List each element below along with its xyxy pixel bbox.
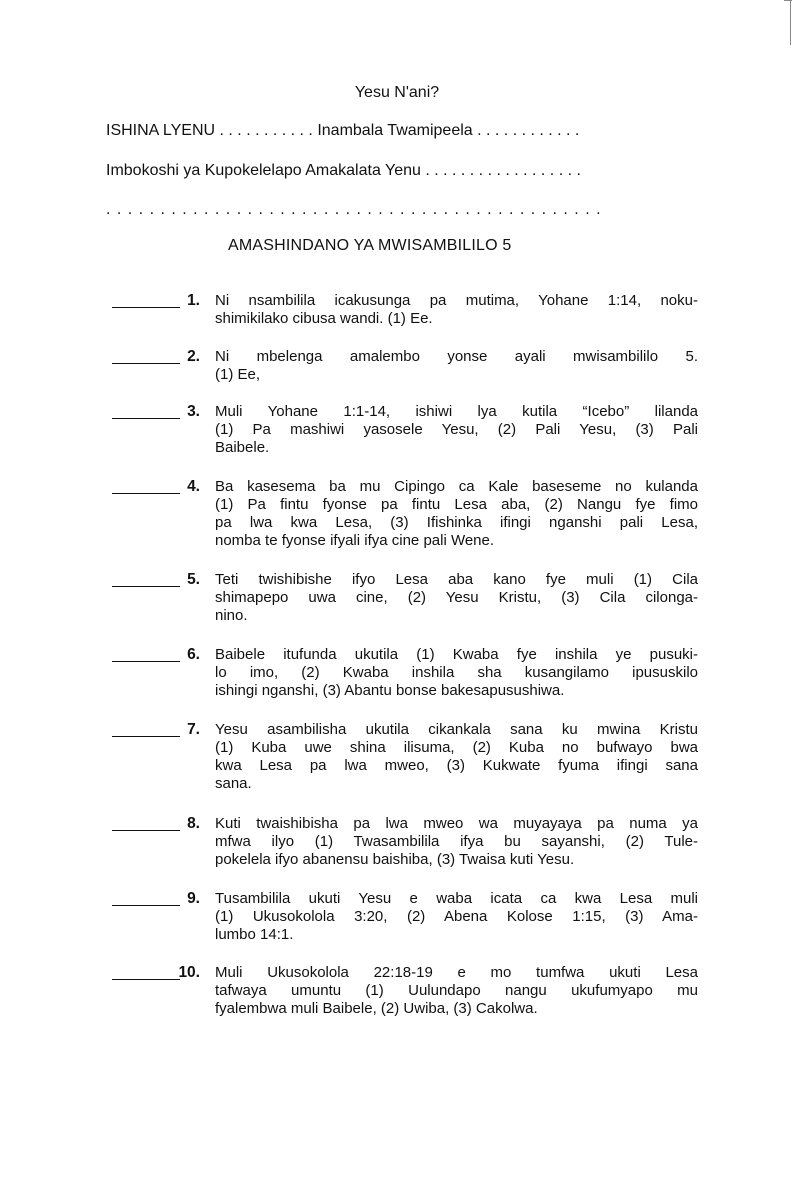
question-number: 6. (187, 646, 200, 663)
mailbox-label: Imbokoshi ya Kupokelelapo Amakalata Yenu (106, 162, 421, 179)
question-line: fyalembwa muli Baibele, (2) Uwiba, (3) Cakolwa. (215, 1000, 538, 1017)
question-text (215, 890, 698, 944)
question-line: shimikilako cibusa wandi. (1) Ee. (215, 310, 433, 327)
mailbox-field (106, 162, 698, 180)
question-line: (1) Ukusokolola 3:20, (2) Abena Kolose 1:15, (3) Ama- (215, 908, 698, 925)
question-line: Ba kasesema ba mu Cipingo ca Kale baseseme no kulanda (215, 478, 698, 495)
question-line: nino. (215, 607, 248, 624)
document-title: Yesu N'ani? (354, 84, 440, 101)
question-line: Muli Ukusokolola 22:18-19 e mo tumfwa ukuti Lesa (215, 964, 698, 981)
question-line: Baibele. (215, 439, 270, 456)
name-input-dots[interactable]: . . . . . . . . . . . (215, 122, 318, 139)
name-label: ISHINA LYENU (106, 122, 216, 139)
question-line: sana. (215, 775, 252, 792)
question-line: mfwa ilyo (1) Twasambilila ifya bu sayanshi, (2) Tule- (215, 833, 698, 850)
question-line: (1) Pa mashiwi yasosele Yesu, (2) Pali Yesu, (3) Pali (215, 421, 698, 438)
question-text (215, 815, 698, 869)
question-line: ishingi nganshi, (3) Abantu bonse bakesapusushiwa. (215, 682, 565, 699)
number-label: Inambala Twamipeela (317, 122, 473, 139)
question-text (215, 571, 698, 625)
question-line: Kuti twaishibisha pa lwa mweo wa muyayaya pa numa ya (215, 815, 698, 832)
question-text (215, 348, 698, 384)
number-input-dots[interactable]: . . . . . . . . . . . . (472, 122, 580, 139)
question-number: 1. (187, 292, 200, 309)
name-and-number-fields (106, 122, 698, 140)
question-line: Baibele itufunda ukutila (1) Kwaba fye inshila ye pusuki- (215, 646, 698, 663)
question-line: nomba te fyonse ifyali ifya cine pali Wene. (215, 532, 495, 549)
question-text (215, 721, 698, 793)
question-line: Yesu asambilisha ukutila cikankala sana ku mwina Kristu (215, 721, 698, 738)
question-number: 5. (187, 571, 200, 588)
question-line: shimapepo uwa cine, (2) Yesu Kristu, (3) Cila cilonga- (215, 589, 698, 606)
question-text (215, 478, 698, 550)
question-line: Muli Yohane 1:1-14, ishiwi lya kutila “Icebo” lilanda (215, 403, 698, 420)
question-line: (1) Pa fintu fyonse pa fintu Lesa aba, (2) Nangu fye fimo (215, 496, 698, 513)
question-line: lumbo 14:1. (215, 926, 294, 943)
question-number: 9. (187, 890, 200, 907)
question-line: pa lwa kwa Lesa, (3) Ifishinka ifingi nganshi pali Lesa, (215, 514, 698, 531)
question-line: Teti twishibishe ifyo Lesa aba kano fye muli (1) Cila (215, 571, 698, 588)
question-line: Ni nsambilila icakusunga pa mutima, Yohane 1:14, noku- (215, 292, 698, 309)
question-text (215, 964, 698, 1018)
question-line: pokelela ifyo abanensu baishiba, (3) Twaisa kuti Yesu. (215, 851, 575, 868)
question-text (215, 292, 698, 328)
question-line: Tusambilila ukuti Yesu e waba icata ca kwa Lesa muli (215, 890, 698, 907)
question-line: lo imo, (2) Kwaba inshila sha kusangilamo ipususkilo (215, 664, 698, 681)
section-heading: AMASHINDANO YA MWISAMBILILO 5 (228, 237, 512, 254)
question-line: (1) Ee, (215, 366, 261, 383)
question-line: kwa Lesa pa lwa mweo, (3) Kukwate fyuma ifingi sana (215, 757, 698, 774)
page-edge-mark-top (784, 0, 792, 1)
question-number: 4. (187, 478, 200, 495)
question-line: tafwaya umuntu (1) Uulundapo nangu ukufumyapo mu (215, 982, 698, 999)
question-number: 7. (187, 721, 200, 738)
question-text (215, 646, 698, 700)
question-line: Ni mbelenga amalembo yonse ayali mwisambililo 5. (215, 348, 698, 365)
question-number: 10. (178, 964, 200, 981)
question-line: (1) Kuba uwe shina ilisuma, (2) Kuba no bufwayo bwa (215, 739, 698, 756)
mailbox-input-dots[interactable]: . . . . . . . . . . . . . . . . . . (420, 162, 581, 179)
question-number: 8. (187, 815, 200, 832)
question-number: 3. (187, 403, 200, 420)
address-continuation-dots[interactable]: . . . . . . . . . . . . . . . . . . . . . . . . . . . . . . . . . . . . . . . . . . . . . . (106, 201, 602, 218)
question-number: 2. (187, 348, 200, 365)
question-text (215, 403, 698, 457)
page-edge-mark (790, 0, 792, 45)
